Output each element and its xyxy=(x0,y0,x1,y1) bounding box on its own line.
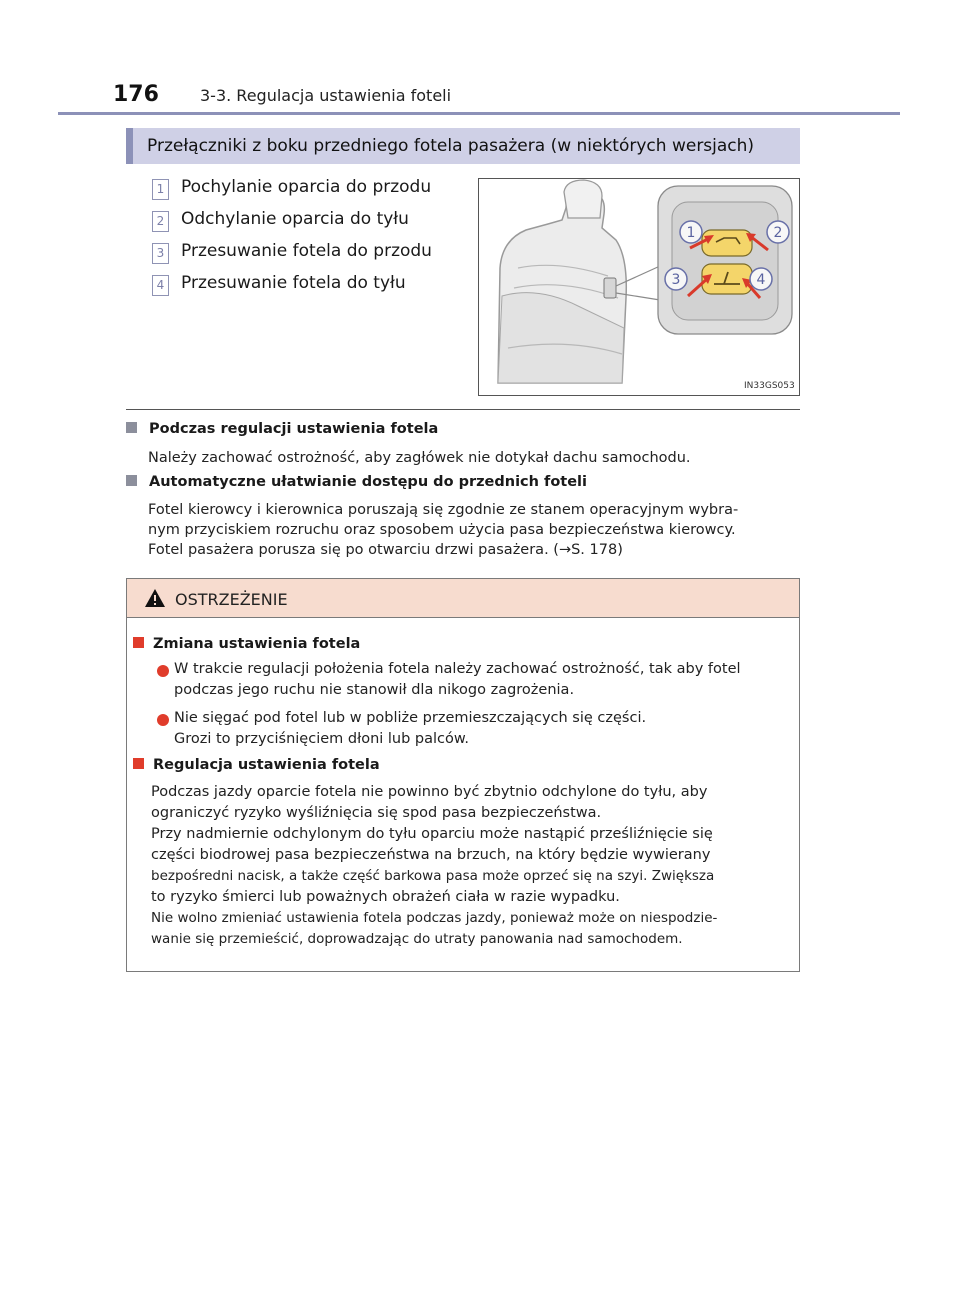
red-dot-bullet-icon xyxy=(157,665,169,677)
warning-bullet-1: W trakcie regulacji położenia fotela należy zachować ostrożność, tak aby fotel podczas jego ruchu nie stanowił dla nikogo zagrożenia. xyxy=(174,661,741,698)
warning-subheading-2: Regulacja ustawienia fotela xyxy=(133,757,380,773)
step-number: 1 xyxy=(152,179,169,200)
step-number: 3 xyxy=(152,243,169,264)
square-bullet-icon xyxy=(126,475,137,486)
callout-2: 2 xyxy=(773,225,783,241)
square-bullet-icon xyxy=(126,422,137,433)
red-square-bullet-icon xyxy=(133,637,144,648)
step-text: Odchylanie oparcia do tyłu xyxy=(181,209,409,229)
red-square-bullet-icon xyxy=(133,758,144,769)
callout-3: 3 xyxy=(671,272,681,288)
page-number: 176 xyxy=(113,82,159,107)
step-text: Pochylanie oparcia do przodu xyxy=(181,177,432,197)
warning-title: OSTRZEŻENIE xyxy=(175,590,288,609)
figure-code: IN33GS053 xyxy=(744,381,795,391)
note-body-2: Fotel kierowcy i kierownica poruszają się zgodnie ze stanem operacyjnym wybra- nym przyciskiem rozruchu oraz sposobem użycia pasa bezpieczeństwa kierowcy. Fotel pasażera porusza się po otwarciu drzwi pasażera. (→S. 178) xyxy=(148,502,739,558)
red-dot-bullet-icon xyxy=(157,714,169,726)
warning-body: Podczas jazdy oparcie fotela nie powinno być zbytnio odchylone do tyłu, aby ograniczyć ryzyko wyśliźnięcia się spod pasa bezpieczeństwa. Przy nadmiernie odchylonym do tyłu oparciu może nastąpić prześliźnięcie się części biodrowej pasa bezpieczeństwa na brzuch, na który będzie wywierany bezpośredni nacisk, a także część barkowa pasa może oprzeć się na szyi. Zwiększa to ryzyko śmierci lub poważnych obrażeń ciała w razie wypadku. Nie wolno zmieniać ustawienia fotela podczas jazdy, ponieważ może on niespodzie- wanie się przemieścić, doprowadzając do utraty panowania nad samochodem. xyxy=(151,784,718,947)
panel-title-band xyxy=(126,128,800,164)
seat-switch-illustration xyxy=(478,178,800,396)
section-title: 3-3. Regulacja ustawienia foteli xyxy=(200,86,452,105)
callout-4: 4 xyxy=(756,272,766,288)
note-body-1: Należy zachować ostrożność, aby zagłówek nie dotykał dachu samochodu. xyxy=(148,450,691,466)
section-divider xyxy=(126,409,800,410)
step-text: Przesuwanie fotela do przodu xyxy=(181,241,432,261)
note-heading-1: Podczas regulacji ustawienia fotela xyxy=(126,421,438,437)
panel-title: Przełączniki z boku przedniego fotela pasażera (w niektórych wersjach) xyxy=(147,136,755,156)
callout-1: 1 xyxy=(686,225,696,241)
warning-triangle-icon xyxy=(144,588,166,608)
step-number: 4 xyxy=(152,275,169,296)
warning-box xyxy=(126,578,800,972)
warning-header xyxy=(127,579,799,618)
header-rule xyxy=(58,112,900,115)
warning-subheading-1: Zmiana ustawienia fotela xyxy=(133,636,360,652)
note-heading-2: Automatyczne ułatwianie dostępu do przednich foteli xyxy=(126,474,587,490)
step-number: 2 xyxy=(152,211,169,232)
warning-bullet-2: Nie sięgać pod fotel lub w pobliże przemieszczających się części. Grozi to przyciśnięciem dłoni lub palców. xyxy=(174,710,647,747)
step-text: Przesuwanie fotela do tyłu xyxy=(181,273,406,293)
